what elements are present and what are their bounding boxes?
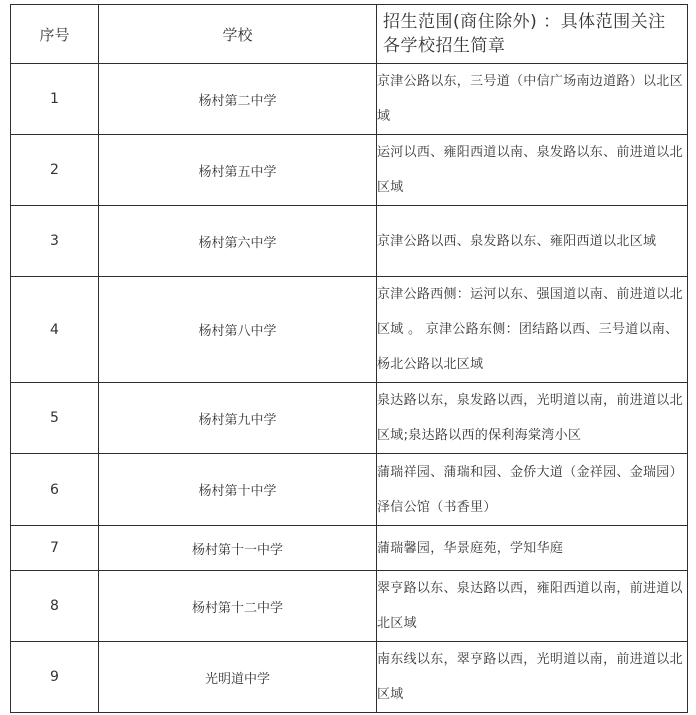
row-number: 5	[11, 383, 99, 454]
row-school: 杨村第二中学	[99, 64, 377, 135]
table-header-row	[11, 5, 688, 64]
row-range: 京津公路以西、泉发路以东、雍阳西道以北区域	[377, 206, 688, 277]
enrollment-table	[10, 4, 688, 713]
row-number: 6	[11, 454, 99, 526]
row-number: 2	[11, 135, 99, 206]
row-school: 杨村第八中学	[99, 277, 377, 383]
header-number: 序号	[11, 5, 99, 64]
table-row	[11, 571, 688, 642]
row-range: 蒲瑞祥园、蒲瑞和园、金侨大道（金祥园、金瑞园）泽信公馆（书香里）	[377, 454, 688, 526]
row-number: 7	[11, 526, 99, 571]
table-row	[11, 383, 688, 454]
row-range: 翠亨路以东、泉达路以西，雍阳西道以南，前进道以北区域	[377, 571, 688, 642]
row-range: 京津公路以东，三号道（中信广场南边道路）以北区域	[377, 64, 688, 135]
row-range: 泉达路以东，泉发路以西，光明道以南，前进道以北区域;泉达路以西的保利海棠湾小区	[377, 383, 688, 454]
table-row	[11, 277, 688, 383]
row-number: 3	[11, 206, 99, 277]
row-number: 8	[11, 571, 99, 642]
table-row	[11, 454, 688, 526]
table-row	[11, 642, 688, 713]
row-range: 蒲瑞馨园，华景庭苑，学知华庭	[377, 526, 688, 571]
row-number: 9	[11, 642, 99, 713]
table-row	[11, 526, 688, 571]
row-school: 杨村第十二中学	[99, 571, 377, 642]
header-enrollment-range: 招生范围(商住除外) ：具体范围关注各学校招生简章	[377, 5, 688, 64]
row-school: 光明道中学	[99, 642, 377, 713]
row-number: 4	[11, 277, 99, 383]
header-school: 学校	[99, 5, 377, 64]
table-row	[11, 135, 688, 206]
row-range: 南东线以东，翠亨路以西，光明道以南，前进道以北区域	[377, 642, 688, 713]
row-number: 1	[11, 64, 99, 135]
row-range: 运河以西、雍阳西道以南、泉发路以东、前进道以北区域	[377, 135, 688, 206]
table-row	[11, 206, 688, 277]
table-row	[11, 64, 688, 135]
row-school: 杨村第十一中学	[99, 526, 377, 571]
row-range: 京津公路西侧：运河以东、强国道以南、前进道以北区域 。 京津公路东侧：团结路以西、三号道以南、杨北公路以北区域	[377, 277, 688, 383]
row-school: 杨村第九中学	[99, 383, 377, 454]
row-school: 杨村第十中学	[99, 454, 377, 526]
row-school: 杨村第五中学	[99, 135, 377, 206]
row-school: 杨村第六中学	[99, 206, 377, 277]
